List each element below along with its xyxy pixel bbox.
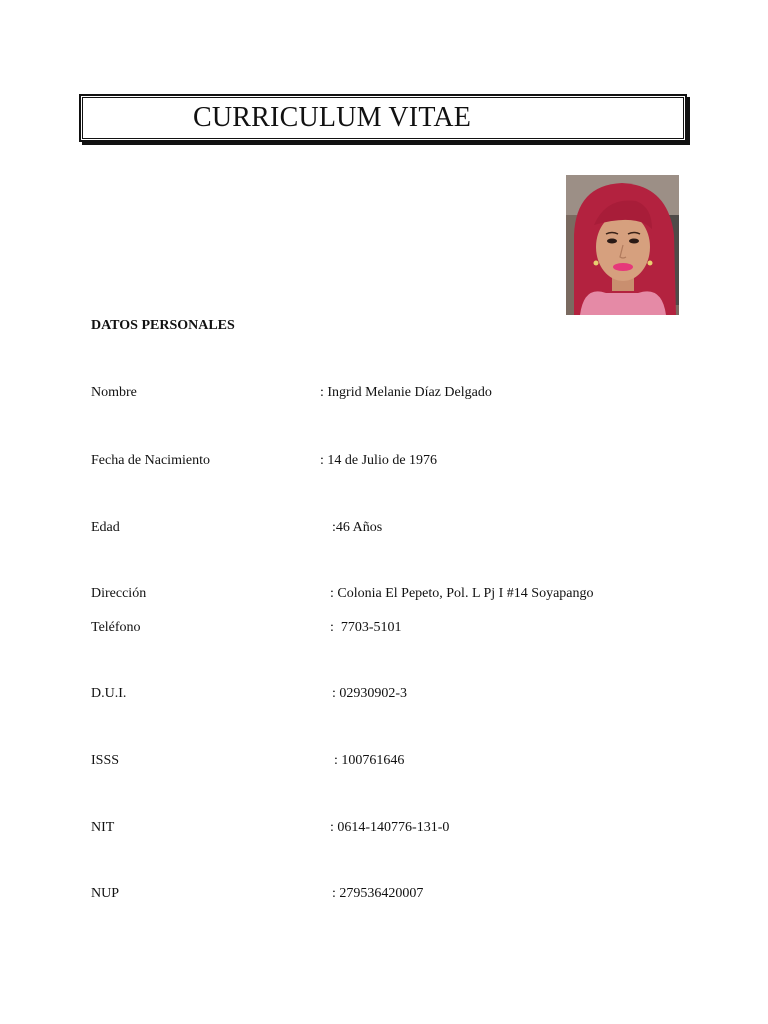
title-box	[79, 94, 687, 142]
section-heading-datos-personales: DATOS PERSONALES	[91, 318, 235, 333]
field-value: : 02930902-3	[332, 686, 408, 701]
field-value: : Ingrid Melanie Díaz Delgado	[320, 385, 492, 400]
field-label: D.U.I.	[91, 686, 127, 701]
field-label: Nombre	[91, 385, 137, 400]
field-value: : 0614-140776-131-0	[330, 820, 450, 835]
field-label: Teléfono	[91, 620, 141, 635]
field-value: : 7703-5101	[330, 620, 402, 635]
profile-photo-image	[566, 175, 679, 315]
field-label: NIT	[91, 820, 115, 835]
field-label: Dirección	[91, 586, 147, 601]
field-label: Fecha de Nacimiento	[91, 453, 210, 468]
field-value: :46 Años	[332, 520, 383, 535]
field-label: Edad	[91, 520, 120, 535]
field-value: : 14 de Julio de 1976	[320, 453, 438, 468]
field-label: ISSS	[91, 753, 120, 768]
field-value: : 279536420007	[332, 886, 424, 901]
field-value: : 100761646	[334, 753, 405, 768]
field-label: NUP	[91, 886, 120, 901]
profile-photo	[566, 175, 679, 315]
field-value: : Colonia El Pepeto, Pol. L Pj I #14 Soyapango	[330, 586, 594, 601]
document-title: CURRICULUM VITAE	[193, 102, 472, 133]
